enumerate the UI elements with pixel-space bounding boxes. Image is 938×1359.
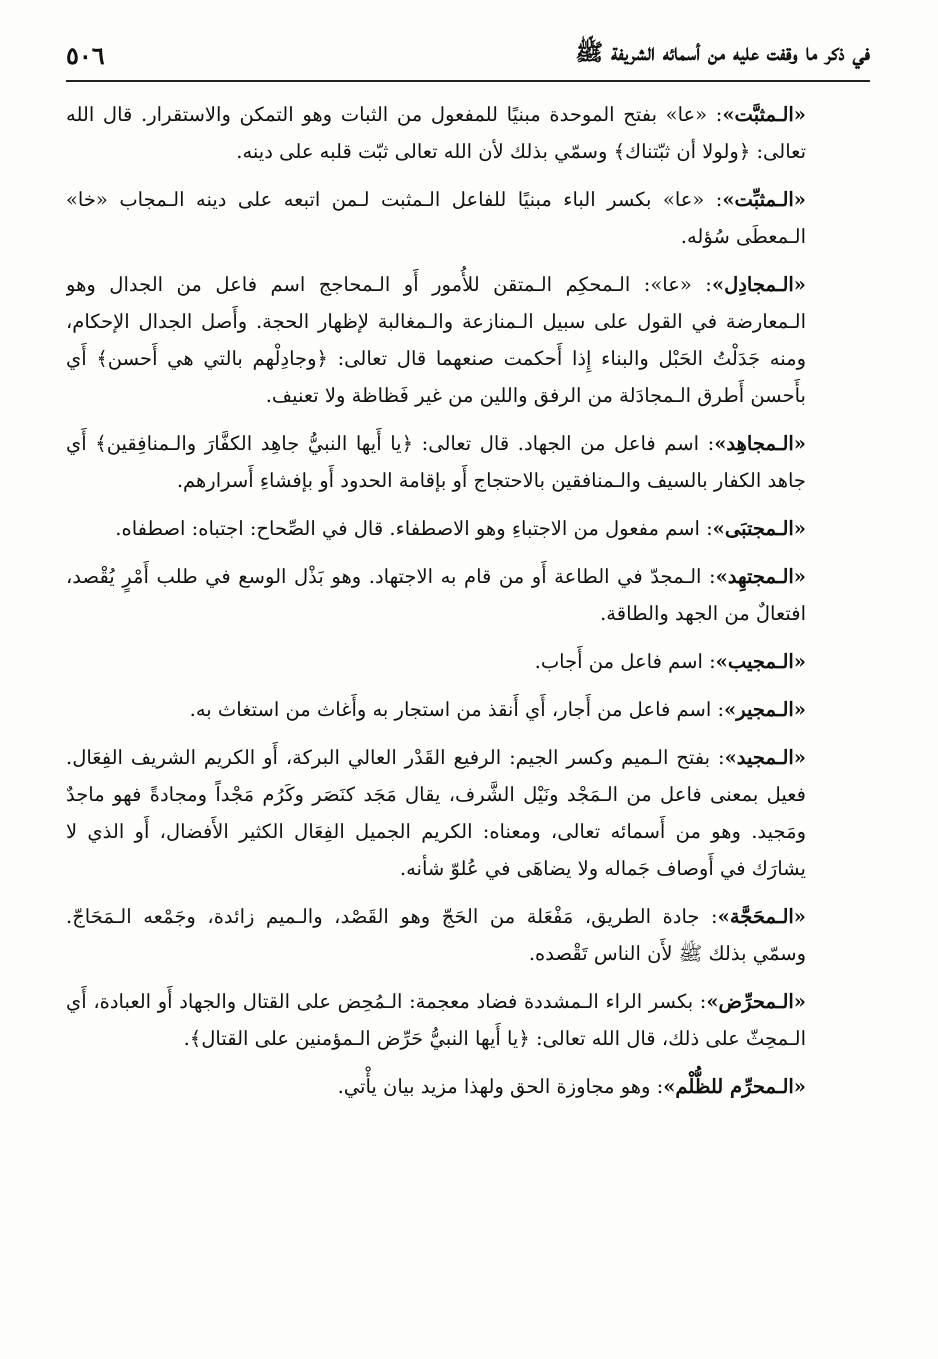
entry-text: : بكسر الراء الـمشددة فضاد معجمة: الـمُحِض على القتال والجهاد أَو العبادة، أَي الـمحِثّ على ذلك، قال الله تعالى: ﴿يا أَيها النبيُّ حَرِّض الـمؤمنين على القتال﴾. [66,990,806,1050]
entry [66,691,806,728]
entry-text: : بفتح الـميم وكسر الجيم: الرفيع القَدْر العالي البركة، أَو الكريم الشريف الفِعَال. فعيل بمعنى فاعل من الـمَجْد ونَيْل الشَّرف، يقال مَجَد كنَصَر وكَرُم مَجْداً ومجادةً فهو ماجدٌ ومَجيد. وهو من أَسمائه تعالى، ومعناه: الكريم الجميل الفِعَال الكثير الأَفضال، أَو الذي لا يشارَك في أَوصاف جَماله ولا يضاهَى في عُلوّ شأنه. [66,746,806,880]
entry-heading: «الـمثبَّت» [722,103,806,126]
page-number: ٥٠٦ [66,40,105,70]
entry-heading: «الـمجاهِد» [714,432,806,455]
entry-heading: «الـمجيد» [724,746,806,769]
entry-text: : جادة الطريق، مَفْعَلة من الحَجّ وهو القَصْد، والـميم زائدة، وجَمْعه الـمَحَاجّ. وسمّي بذلك ﷺ لأَن الناس تَقْصده. [66,905,806,965]
entry-text: : اسم فاعل من الجهاد. قال تعالى: ﴿يا أَيها النبيُّ جاهِد الكفَّارَ والـمنافِقين﴾ أَي جاهد الكفار بالسيف والـمنافقين بالاحتجاج أَو بإقامة الحدود أَو بإفشاءِ أَسرارهم. [66,432,806,492]
entry-heading: «الـمجتبَى» [712,517,806,540]
entry [66,739,806,887]
entry-text: : اسم فاعل من أَجاب. [534,650,716,673]
entry [66,181,806,255]
entry-text: : «عا» بكسر الباء مبنيًا للفاعل الـمثبت لـمن اتبعه على دينه الـمجاب «خا» الـمعطَى سُؤله. [66,188,806,248]
entry [66,96,806,170]
entry [66,510,806,547]
page-header [66,30,870,82]
entry-text: : «عا»: الـمحكِم الـمتقن للأُمور أَو الـمحاجج اسم فاعل من الجدال وهو الـمعارضة في القول على سبيل الـمنازعة والـمغالبة لإظهار الحجة. وأَصل الجدال الإحكام، ومنه جَدَلْتُ الحَبْل والبناء إِذا أَحكمت صنعهما قال تعالى: ﴿وجادِلْهم بالتي هي أَحسن﴾ أَي بأَحسن أَطرق الـمجادَلة من الرفق واللين من غير فَظاظة ولا تعنيف. [66,273,806,407]
entry [66,898,806,972]
entry-heading: «الـمحرِّض» [706,990,806,1013]
entry [66,558,806,632]
entry-text: : «عا» بفتح الموحدة مبنيًا للمفعول من الثبات وهو التمكن والاستقرار. قال الله تعالى: ﴿ولولا أن ثبّتناك﴾ وسمّي بذلك لأن الله تعالى ثبّت قلبه على دينه. [66,103,806,163]
entry-heading: «الـمحَجَّة» [717,905,806,928]
entry-heading: «الـمجتهِد» [715,565,806,588]
entry-text: : اسم مفعول من الاجتباءِ وهو الاصطفاء. قال في الصِّحاح: اجتباه: اصطفاه. [115,517,713,540]
entry [66,266,806,414]
entry-text: : وهو مجاوزة الحق ولهذا مزيد بيان يأْتي. [337,1075,664,1098]
page-body [66,96,806,1336]
entry [66,643,806,680]
entry-heading: «الـمجيب» [715,650,806,673]
entry [66,425,806,499]
running-title: في ذكر ما وقفت عليه من أسمائه الشريفة ﷺ [575,39,870,66]
entry [66,1068,806,1105]
entry-heading: «الـمجادِل» [711,273,806,296]
entry-text: : الـمجدّ في الطاعة أَو من قام به الاجتهاد. وهو بَذْل الوسع في طلب أَمْرٍ يُقْصد، افتعالٌ من الجهد والطاقة. [66,565,806,625]
entry-heading: «الـمحرِّم للظُّلْم» [663,1075,806,1098]
entry-text: : اسم فاعل من أَجار، أَي أَنقذ من استجار به وأَغاث من استغاث به. [189,698,725,721]
entry-heading: «الـمجير» [724,698,806,721]
entry-heading: «الـمثبِّت» [722,188,806,211]
entry [66,983,806,1057]
